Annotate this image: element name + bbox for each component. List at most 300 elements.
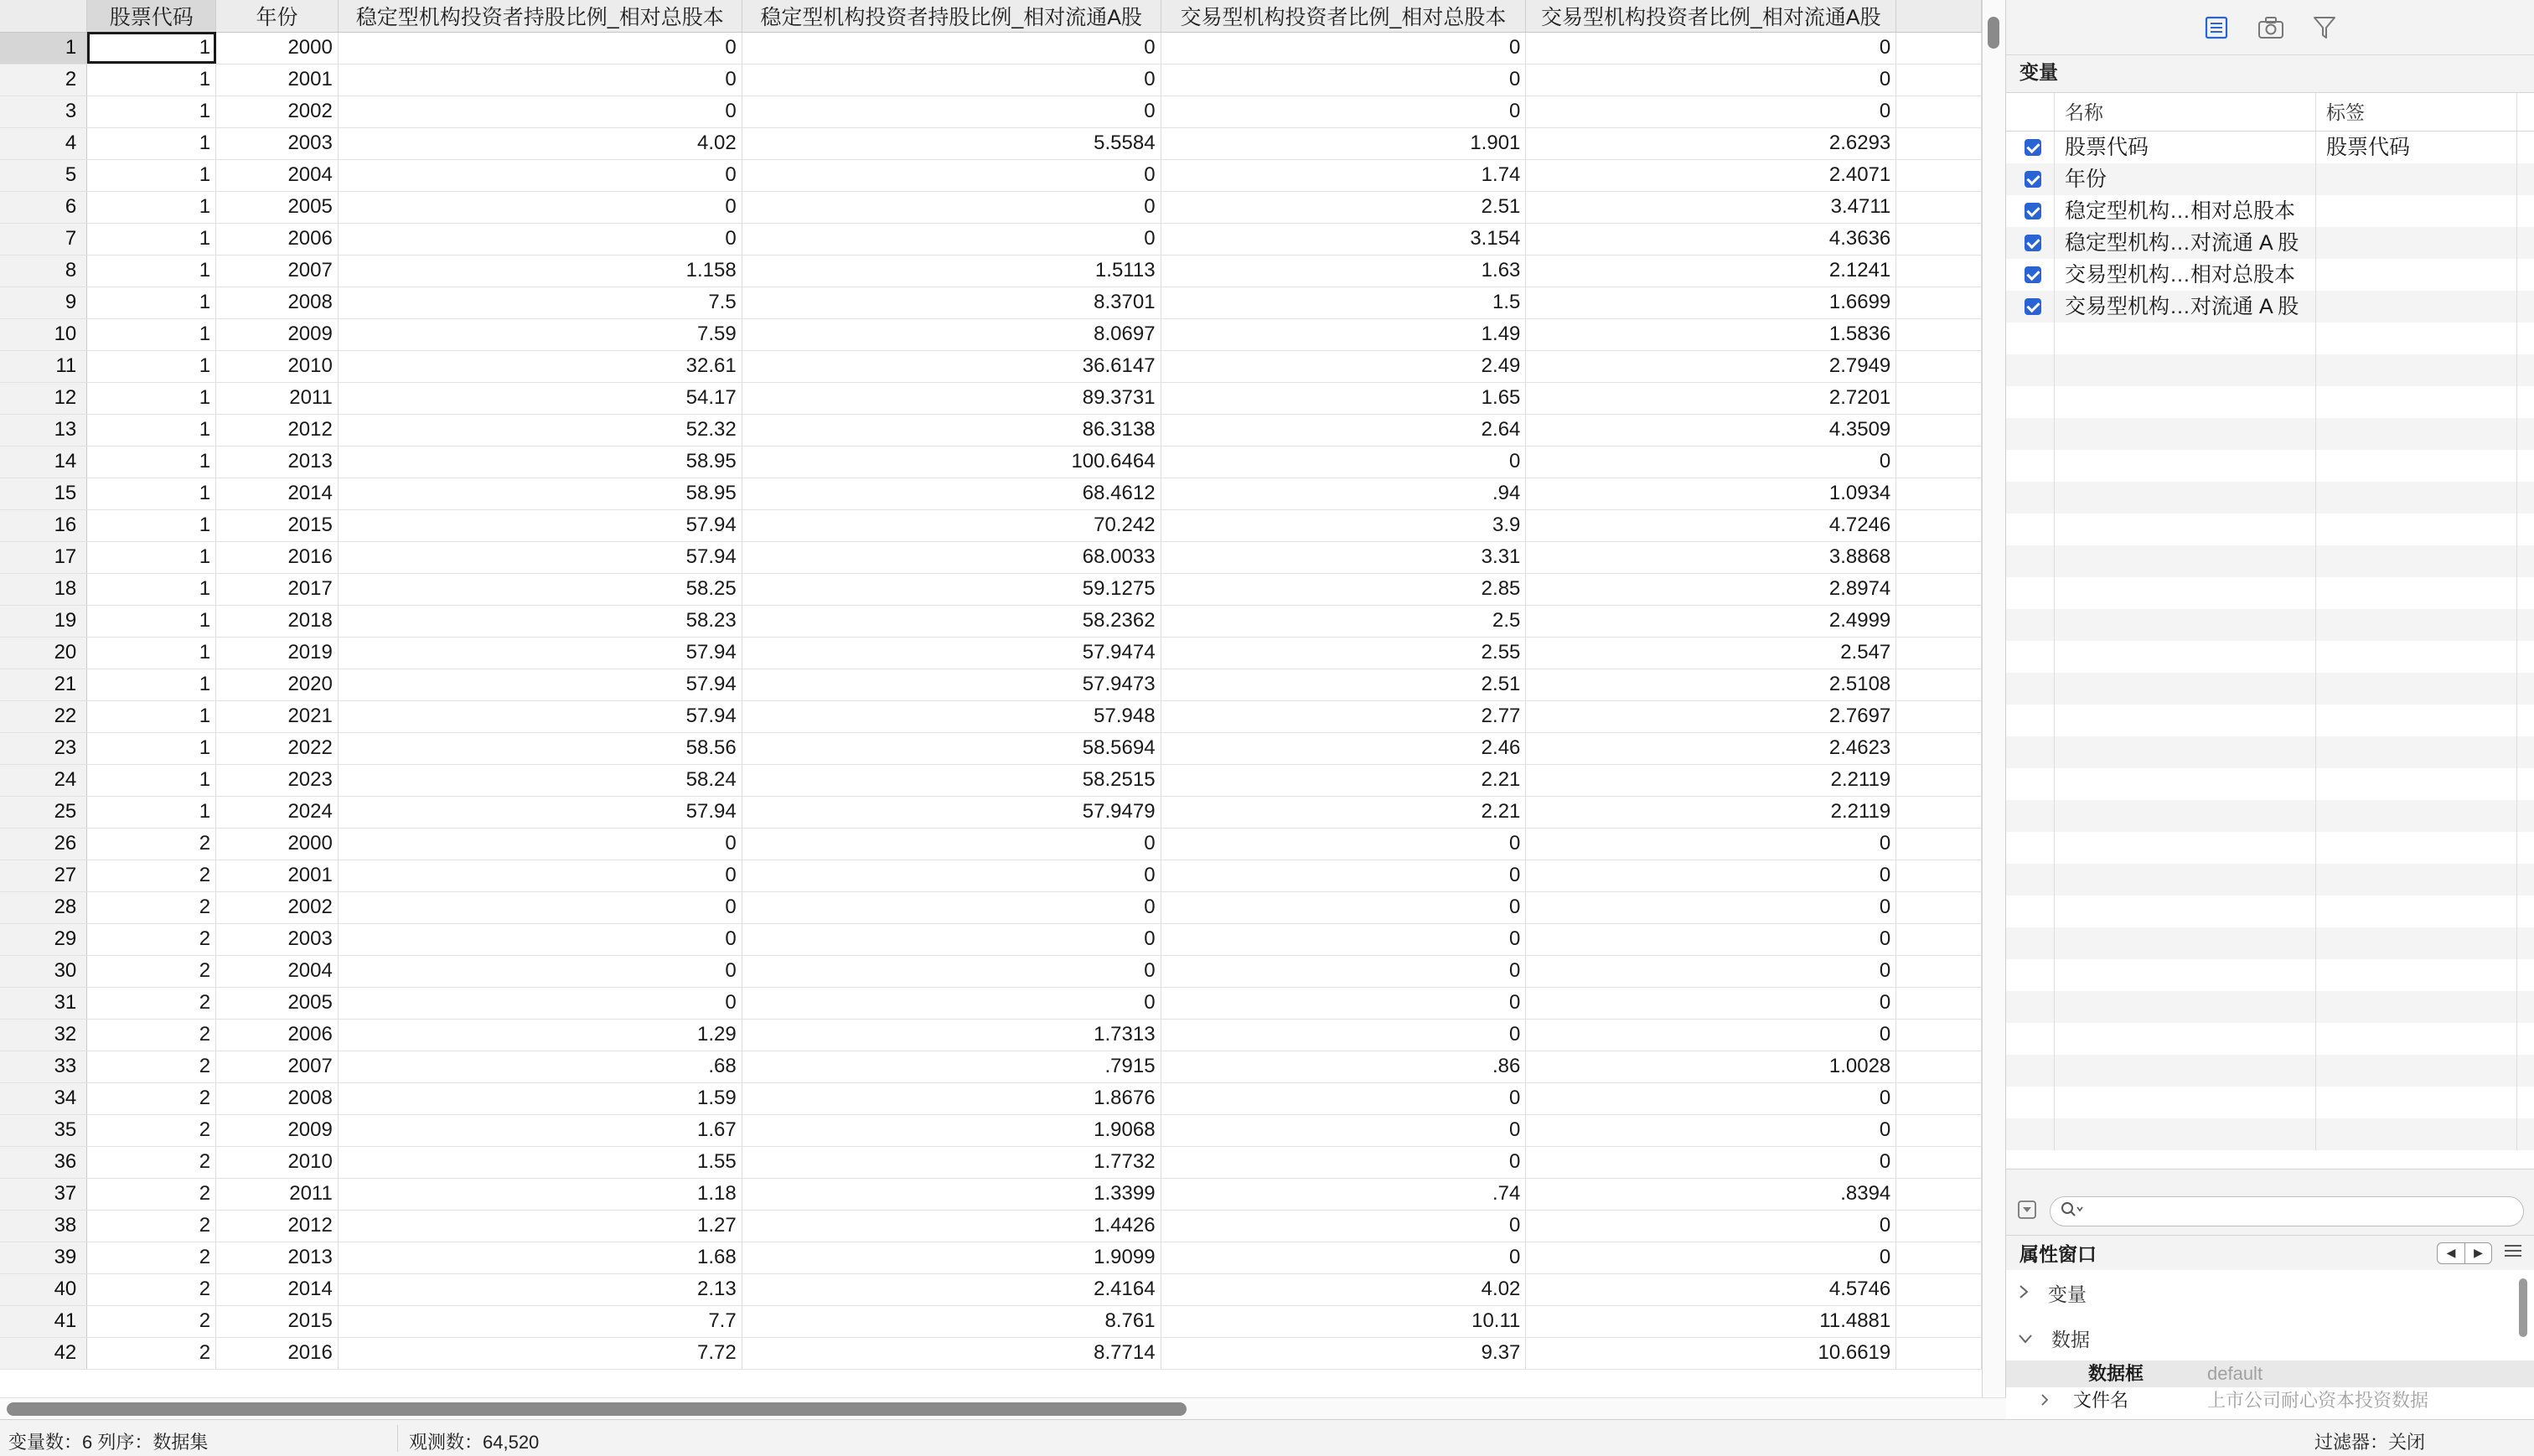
cell-stock-code[interactable]: 2 [87, 1273, 216, 1305]
horizontal-scroll-thumb[interactable] [7, 1402, 1187, 1416]
cell-year[interactable]: 2016 [216, 541, 339, 573]
row-number[interactable]: 17 [0, 541, 87, 573]
variable-checkbox[interactable] [2006, 259, 2055, 291]
row-number[interactable]: 22 [0, 700, 87, 732]
row-number[interactable]: 5 [0, 159, 87, 191]
table-row[interactable] [0, 764, 1982, 796]
cell-trading-float[interactable]: 2.7201 [1526, 382, 1896, 414]
cell-trading-float[interactable]: 2.4999 [1526, 605, 1896, 637]
table-row[interactable] [0, 1337, 1982, 1369]
cell-year[interactable]: 2014 [216, 1273, 339, 1305]
cell-trading-total[interactable]: 0 [1161, 955, 1526, 987]
next-arrow-icon[interactable]: ▶ [2464, 1243, 2491, 1263]
table-row[interactable] [0, 64, 1982, 96]
table-row[interactable] [0, 955, 1982, 987]
cell-stock-code[interactable]: 2 [87, 1051, 216, 1082]
table-row[interactable] [0, 605, 1982, 637]
cell-stock-code[interactable]: 1 [87, 318, 216, 350]
cell-trading-total[interactable]: 0 [1161, 1114, 1526, 1146]
cell-trading-total[interactable]: 2.77 [1161, 700, 1526, 732]
cell-stable-float[interactable]: 89.3731 [742, 382, 1161, 414]
table-row[interactable] [0, 446, 1982, 478]
cell-stable-total[interactable]: 52.32 [338, 414, 742, 446]
row-number[interactable]: 28 [0, 891, 87, 923]
cell-stable-total[interactable]: 58.56 [338, 732, 742, 764]
table-row[interactable] [0, 159, 1982, 191]
cell-trading-total[interactable]: 3.31 [1161, 541, 1526, 573]
table-row[interactable] [0, 1305, 1982, 1337]
table-row[interactable] [0, 987, 1982, 1019]
row-number[interactable]: 42 [0, 1337, 87, 1369]
cell-stable-float[interactable]: 0 [742, 955, 1161, 987]
cell-stock-code[interactable]: 2 [87, 1305, 216, 1337]
cell-trading-float[interactable]: 0 [1526, 955, 1896, 987]
cell-stable-float[interactable]: 1.5113 [742, 255, 1161, 287]
name-column-header[interactable]: 名称 [2055, 93, 2316, 131]
row-number[interactable]: 40 [0, 1273, 87, 1305]
cell-trading-total[interactable]: 0 [1161, 64, 1526, 96]
table-row[interactable] [0, 669, 1982, 700]
cell-trading-total[interactable]: 2.85 [1161, 573, 1526, 605]
variable-row[interactable] [2006, 163, 2534, 195]
row-number[interactable]: 21 [0, 669, 87, 700]
cell-stock-code[interactable]: 2 [87, 987, 216, 1019]
cell-trading-total[interactable]: 1.5 [1161, 287, 1526, 318]
prop-row-dataframe[interactable] [2006, 1360, 2534, 1387]
cell-trading-total[interactable]: 2.21 [1161, 796, 1526, 828]
cell-trading-float[interactable]: 1.5836 [1526, 318, 1896, 350]
cell-stock-code[interactable]: 2 [87, 1146, 216, 1178]
cell-stable-total[interactable]: 7.7 [338, 1305, 742, 1337]
cell-year[interactable]: 2006 [216, 1019, 339, 1051]
row-number[interactable]: 31 [0, 987, 87, 1019]
cell-year[interactable]: 2013 [216, 1242, 339, 1273]
cell-stable-float[interactable]: 68.0033 [742, 541, 1161, 573]
cell-stable-total[interactable]: 1.67 [338, 1114, 742, 1146]
cell-stock-code[interactable]: 1 [87, 573, 216, 605]
cell-year[interactable]: 2009 [216, 318, 339, 350]
cell-stable-float[interactable]: 57.9474 [742, 637, 1161, 669]
cell-trading-float[interactable]: 2.4623 [1526, 732, 1896, 764]
cell-trading-float[interactable]: 2.547 [1526, 637, 1896, 669]
cell-stable-total[interactable]: 0 [338, 955, 742, 987]
cell-stable-total[interactable]: 0 [338, 96, 742, 127]
table-row[interactable] [0, 891, 1982, 923]
cell-stock-code[interactable]: 1 [87, 700, 216, 732]
cell-trading-total[interactable]: 2.51 [1161, 191, 1526, 223]
cell-stable-total[interactable]: 0 [338, 891, 742, 923]
cell-stock-code[interactable]: 1 [87, 732, 216, 764]
column-header-trading-total[interactable]: 交易型机构投资者比例_相对总股本 [1161, 0, 1526, 32]
cell-stable-total[interactable]: 58.95 [338, 478, 742, 509]
cell-trading-float[interactable]: 4.5746 [1526, 1273, 1896, 1305]
cell-year[interactable]: 2016 [216, 1337, 339, 1369]
cell-trading-total[interactable]: 0 [1161, 32, 1526, 64]
cell-trading-total[interactable]: 0 [1161, 987, 1526, 1019]
cell-stock-code[interactable]: 1 [87, 287, 216, 318]
cell-stable-float[interactable]: 0 [742, 32, 1161, 64]
cell-stock-code[interactable]: 1 [87, 605, 216, 637]
cell-year[interactable]: 2001 [216, 64, 339, 96]
prop-section-variables[interactable] [2006, 1270, 2534, 1315]
cell-stable-total[interactable]: 57.94 [338, 796, 742, 828]
table-row[interactable] [0, 1114, 1982, 1146]
cell-year[interactable]: 2002 [216, 96, 339, 127]
cell-trading-total[interactable]: 2.49 [1161, 350, 1526, 382]
cell-stable-float[interactable]: 1.7313 [742, 1019, 1161, 1051]
cell-stable-float[interactable]: 8.0697 [742, 318, 1161, 350]
table-row[interactable] [0, 223, 1982, 255]
cell-stable-total[interactable]: 0 [338, 223, 742, 255]
cell-stable-float[interactable]: 0 [742, 891, 1161, 923]
cell-year[interactable]: 2001 [216, 860, 339, 891]
cell-stable-float[interactable]: 1.9099 [742, 1242, 1161, 1273]
cell-trading-float[interactable]: 2.1241 [1526, 255, 1896, 287]
filter-icon[interactable] [2313, 15, 2336, 40]
cell-year[interactable]: 2010 [216, 1146, 339, 1178]
cell-year[interactable]: 2024 [216, 796, 339, 828]
variable-row[interactable] [2006, 227, 2534, 259]
table-row[interactable] [0, 478, 1982, 509]
cell-stock-code[interactable]: 1 [87, 32, 216, 64]
cell-stock-code[interactable]: 1 [87, 541, 216, 573]
cell-year[interactable]: 2011 [216, 1178, 339, 1210]
row-number[interactable]: 7 [0, 223, 87, 255]
cell-stable-total[interactable]: 58.25 [338, 573, 742, 605]
cell-stable-total[interactable]: 0 [338, 64, 742, 96]
cell-trading-float[interactable]: 0 [1526, 1114, 1896, 1146]
menu-icon[interactable] [2504, 1243, 2522, 1262]
table-row[interactable] [0, 1178, 1982, 1210]
row-number[interactable]: 20 [0, 637, 87, 669]
row-number[interactable]: 27 [0, 860, 87, 891]
checkbox-checked-icon[interactable] [2025, 298, 2041, 315]
cell-year[interactable]: 2007 [216, 1051, 339, 1082]
variables-icon[interactable] [2204, 15, 2229, 40]
cell-stable-float[interactable]: .7915 [742, 1051, 1161, 1082]
cell-stable-total[interactable]: 57.94 [338, 637, 742, 669]
cell-stable-total[interactable]: 2.13 [338, 1273, 742, 1305]
cell-stable-float[interactable]: 0 [742, 860, 1161, 891]
cell-stock-code[interactable]: 2 [87, 1337, 216, 1369]
variable-checkbox[interactable] [2006, 227, 2055, 259]
cell-stock-code[interactable]: 2 [87, 1178, 216, 1210]
cell-stable-float[interactable]: 1.3399 [742, 1178, 1161, 1210]
column-header-year[interactable]: 年份 [216, 0, 339, 32]
cell-stable-float[interactable]: 8.761 [742, 1305, 1161, 1337]
cell-trading-total[interactable]: .94 [1161, 478, 1526, 509]
checkbox-checked-icon[interactable] [2025, 171, 2041, 188]
cell-year[interactable]: 2004 [216, 159, 339, 191]
cell-year[interactable]: 2015 [216, 509, 339, 541]
row-number[interactable]: 38 [0, 1210, 87, 1242]
cell-trading-float[interactable]: 0 [1526, 64, 1896, 96]
cell-trading-total[interactable]: .86 [1161, 1051, 1526, 1082]
cell-stable-float[interactable]: 1.7732 [742, 1146, 1161, 1178]
variable-row[interactable] [2006, 259, 2534, 291]
cell-trading-float[interactable]: 3.4711 [1526, 191, 1896, 223]
cell-stable-float[interactable]: 58.5694 [742, 732, 1161, 764]
row-number[interactable]: 8 [0, 255, 87, 287]
cell-year[interactable]: 2007 [216, 255, 339, 287]
cell-stable-total[interactable]: 58.23 [338, 605, 742, 637]
cell-stable-float[interactable]: 2.4164 [742, 1273, 1161, 1305]
cell-stock-code[interactable]: 1 [87, 127, 216, 159]
cell-year[interactable]: 2006 [216, 223, 339, 255]
cell-trading-float[interactable]: 0 [1526, 32, 1896, 64]
table-row[interactable] [0, 350, 1982, 382]
cell-trading-float[interactable]: 0 [1526, 860, 1896, 891]
cell-trading-total[interactable]: 0 [1161, 96, 1526, 127]
cell-trading-float[interactable]: 0 [1526, 891, 1896, 923]
cell-trading-float[interactable]: 0 [1526, 446, 1896, 478]
variable-checkbox[interactable] [2006, 132, 2055, 163]
row-number[interactable]: 13 [0, 414, 87, 446]
cell-stock-code[interactable]: 2 [87, 828, 216, 860]
cell-year[interactable]: 2011 [216, 382, 339, 414]
table-row[interactable] [0, 414, 1982, 446]
row-number[interactable]: 2 [0, 64, 87, 96]
table-row[interactable] [0, 1273, 1982, 1305]
prop-row-filename[interactable] [2006, 1387, 2534, 1414]
cell-stock-code[interactable]: 2 [87, 1114, 216, 1146]
cell-year[interactable]: 2014 [216, 478, 339, 509]
cell-stable-total[interactable]: 1.158 [338, 255, 742, 287]
cell-trading-float[interactable]: 10.6619 [1526, 1337, 1896, 1369]
table-row[interactable] [0, 923, 1982, 955]
row-number[interactable]: 23 [0, 732, 87, 764]
cell-year[interactable]: 2013 [216, 446, 339, 478]
table-row[interactable] [0, 127, 1982, 159]
cell-stable-float[interactable]: 8.7714 [742, 1337, 1161, 1369]
table-row[interactable] [0, 1146, 1982, 1178]
table-row[interactable] [0, 1210, 1982, 1242]
cell-year[interactable]: 2009 [216, 1114, 339, 1146]
table-row[interactable] [0, 573, 1982, 605]
row-number[interactable]: 14 [0, 446, 87, 478]
table-row[interactable] [0, 32, 1982, 64]
variable-row[interactable] [2006, 195, 2534, 227]
cell-stock-code[interactable]: 1 [87, 509, 216, 541]
cell-stock-code[interactable]: 1 [87, 669, 216, 700]
cell-trading-total[interactable]: 1.74 [1161, 159, 1526, 191]
table-row[interactable] [0, 637, 1982, 669]
cell-stable-total[interactable]: 4.02 [338, 127, 742, 159]
cell-stock-code[interactable]: 2 [87, 1242, 216, 1273]
cell-trading-total[interactable]: 1.901 [1161, 127, 1526, 159]
table-row[interactable] [0, 1082, 1982, 1114]
cell-stable-float[interactable]: 57.948 [742, 700, 1161, 732]
cell-stable-float[interactable]: 0 [742, 159, 1161, 191]
row-number[interactable]: 24 [0, 764, 87, 796]
cell-trading-total[interactable]: 0 [1161, 446, 1526, 478]
cell-year[interactable]: 2002 [216, 891, 339, 923]
cell-year[interactable]: 2021 [216, 700, 339, 732]
collapse-icon[interactable] [2018, 1200, 2036, 1223]
cell-stock-code[interactable]: 1 [87, 796, 216, 828]
cell-trading-total[interactable]: 1.49 [1161, 318, 1526, 350]
cell-stock-code[interactable]: 1 [87, 764, 216, 796]
cell-stable-float[interactable]: 70.242 [742, 509, 1161, 541]
cell-stock-code[interactable]: 1 [87, 478, 216, 509]
table-row[interactable] [0, 828, 1982, 860]
vertical-scrollbar[interactable] [1983, 0, 2006, 1397]
cell-trading-total[interactable]: 0 [1161, 1082, 1526, 1114]
cell-stock-code[interactable]: 1 [87, 159, 216, 191]
variable-search-input[interactable] [2050, 1196, 2524, 1226]
cell-trading-float[interactable]: 2.4071 [1526, 159, 1896, 191]
cell-trading-float[interactable]: 2.2119 [1526, 764, 1896, 796]
cell-year[interactable]: 2008 [216, 1082, 339, 1114]
row-number[interactable]: 3 [0, 96, 87, 127]
variable-checkbox[interactable] [2006, 195, 2055, 227]
cell-stable-float[interactable]: 100.6464 [742, 446, 1161, 478]
cell-stable-total[interactable]: 7.72 [338, 1337, 742, 1369]
cell-trading-float[interactable]: 0 [1526, 1146, 1896, 1178]
cell-trading-float[interactable]: 0 [1526, 1082, 1896, 1114]
checkbox-checked-icon[interactable] [2025, 203, 2041, 219]
row-number[interactable]: 18 [0, 573, 87, 605]
cell-trading-total[interactable]: 2.51 [1161, 669, 1526, 700]
cell-stable-float[interactable]: 36.6147 [742, 350, 1161, 382]
variable-row[interactable] [2006, 291, 2534, 323]
cell-trading-float[interactable]: 3.8868 [1526, 541, 1896, 573]
variable-checkbox[interactable] [2006, 291, 2055, 323]
row-number[interactable]: 41 [0, 1305, 87, 1337]
cell-trading-float[interactable]: 2.5108 [1526, 669, 1896, 700]
cell-trading-total[interactable]: 0 [1161, 1210, 1526, 1242]
cell-stable-float[interactable]: 1.9068 [742, 1114, 1161, 1146]
column-header-stock-code[interactable]: 股票代码 [87, 0, 216, 32]
cell-stable-total[interactable]: 0 [338, 191, 742, 223]
table-row[interactable] [0, 255, 1982, 287]
cell-stable-total[interactable]: .68 [338, 1051, 742, 1082]
cell-stable-total[interactable]: 0 [338, 159, 742, 191]
cell-stable-float[interactable]: 0 [742, 191, 1161, 223]
row-number[interactable]: 10 [0, 318, 87, 350]
cell-year[interactable]: 2003 [216, 127, 339, 159]
cell-stable-float[interactable]: 57.9479 [742, 796, 1161, 828]
prev-arrow-icon[interactable]: ◀ [2446, 1246, 2456, 1259]
cell-year[interactable]: 2005 [216, 987, 339, 1019]
cell-trading-float[interactable]: 1.0028 [1526, 1051, 1896, 1082]
cell-trading-float[interactable]: 2.7697 [1526, 700, 1896, 732]
cell-trading-float[interactable]: 2.8974 [1526, 573, 1896, 605]
cell-trading-float[interactable]: 0 [1526, 1210, 1896, 1242]
cell-year[interactable]: 2023 [216, 764, 339, 796]
cell-trading-float[interactable]: 4.3636 [1526, 223, 1896, 255]
cell-trading-float[interactable]: 0 [1526, 828, 1896, 860]
cell-trading-float[interactable]: 0 [1526, 96, 1896, 127]
cell-stock-code[interactable]: 1 [87, 96, 216, 127]
table-row[interactable] [0, 509, 1982, 541]
table-row[interactable] [0, 1051, 1982, 1082]
cell-trading-total[interactable]: 2.5 [1161, 605, 1526, 637]
camera-icon[interactable] [2257, 15, 2284, 40]
cell-stable-total[interactable]: 57.94 [338, 509, 742, 541]
checkbox-checked-icon[interactable] [2025, 139, 2041, 156]
cell-year[interactable]: 2020 [216, 669, 339, 700]
cell-trading-float[interactable]: 0 [1526, 1242, 1896, 1273]
cell-stable-total[interactable]: 57.94 [338, 541, 742, 573]
row-number[interactable]: 16 [0, 509, 87, 541]
cell-year[interactable]: 2017 [216, 573, 339, 605]
cell-trading-total[interactable]: 3.9 [1161, 509, 1526, 541]
row-number[interactable]: 25 [0, 796, 87, 828]
cell-trading-total[interactable]: 1.65 [1161, 382, 1526, 414]
cell-trading-float[interactable]: 2.2119 [1526, 796, 1896, 828]
cell-stock-code[interactable]: 1 [87, 64, 216, 96]
cell-year[interactable]: 2019 [216, 637, 339, 669]
cell-stable-float[interactable]: 5.5584 [742, 127, 1161, 159]
table-row[interactable] [0, 541, 1982, 573]
table-row[interactable] [0, 1242, 1982, 1273]
cell-trading-float[interactable]: 1.6699 [1526, 287, 1896, 318]
table-row[interactable] [0, 191, 1982, 223]
cell-stable-total[interactable]: 0 [338, 860, 742, 891]
cell-trading-total[interactable]: 0 [1161, 891, 1526, 923]
cell-trading-total[interactable]: 2.64 [1161, 414, 1526, 446]
cell-stable-total[interactable]: 1.55 [338, 1146, 742, 1178]
cell-stock-code[interactable]: 2 [87, 923, 216, 955]
row-number[interactable]: 19 [0, 605, 87, 637]
cell-trading-total[interactable]: 0 [1161, 828, 1526, 860]
cell-trading-total[interactable]: .74 [1161, 1178, 1526, 1210]
cell-trading-total[interactable]: 4.02 [1161, 1273, 1526, 1305]
cell-stock-code[interactable]: 1 [87, 255, 216, 287]
row-number[interactable]: 32 [0, 1019, 87, 1051]
checkbox-checked-icon[interactable] [2025, 266, 2041, 283]
cell-stock-code[interactable]: 1 [87, 223, 216, 255]
row-number[interactable]: 6 [0, 191, 87, 223]
cell-stable-total[interactable]: 0 [338, 828, 742, 860]
cell-stock-code[interactable]: 1 [87, 382, 216, 414]
table-row[interactable] [0, 287, 1982, 318]
cell-stable-float[interactable]: 0 [742, 828, 1161, 860]
cell-year[interactable]: 2005 [216, 191, 339, 223]
cell-stable-float[interactable]: 1.4426 [742, 1210, 1161, 1242]
cell-stock-code[interactable]: 2 [87, 860, 216, 891]
table-row[interactable] [0, 700, 1982, 732]
cell-stable-total[interactable]: 54.17 [338, 382, 742, 414]
cell-trading-float[interactable]: 4.7246 [1526, 509, 1896, 541]
variable-checkbox[interactable] [2006, 163, 2055, 195]
cell-stable-total[interactable]: 32.61 [338, 350, 742, 382]
row-number[interactable]: 39 [0, 1242, 87, 1273]
cell-stable-float[interactable]: 0 [742, 987, 1161, 1019]
cell-stock-code[interactable]: 2 [87, 891, 216, 923]
row-number[interactable]: 26 [0, 828, 87, 860]
horizontal-scrollbar[interactable] [0, 1397, 2006, 1419]
properties-scrollbar[interactable] [2519, 1278, 2527, 1337]
cell-trading-total[interactable]: 2.55 [1161, 637, 1526, 669]
cell-stable-total[interactable]: 1.18 [338, 1178, 742, 1210]
cell-stable-float[interactable]: 58.2515 [742, 764, 1161, 796]
cell-stable-total[interactable]: 0 [338, 32, 742, 64]
checkbox-checked-icon[interactable] [2025, 235, 2041, 251]
cell-stable-total[interactable]: 1.27 [338, 1210, 742, 1242]
cell-trading-float[interactable]: 2.7949 [1526, 350, 1896, 382]
cell-stable-float[interactable]: 86.3138 [742, 414, 1161, 446]
vertical-scroll-thumb[interactable] [1988, 17, 1999, 49]
cell-trading-total[interactable]: 10.11 [1161, 1305, 1526, 1337]
cell-stock-code[interactable]: 1 [87, 414, 216, 446]
cell-stock-code[interactable]: 1 [87, 191, 216, 223]
cell-stable-total[interactable]: 1.68 [338, 1242, 742, 1273]
label-column-header[interactable]: 标签 [2316, 93, 2517, 131]
cell-trading-total[interactable]: 0 [1161, 1146, 1526, 1178]
row-number[interactable]: 35 [0, 1114, 87, 1146]
